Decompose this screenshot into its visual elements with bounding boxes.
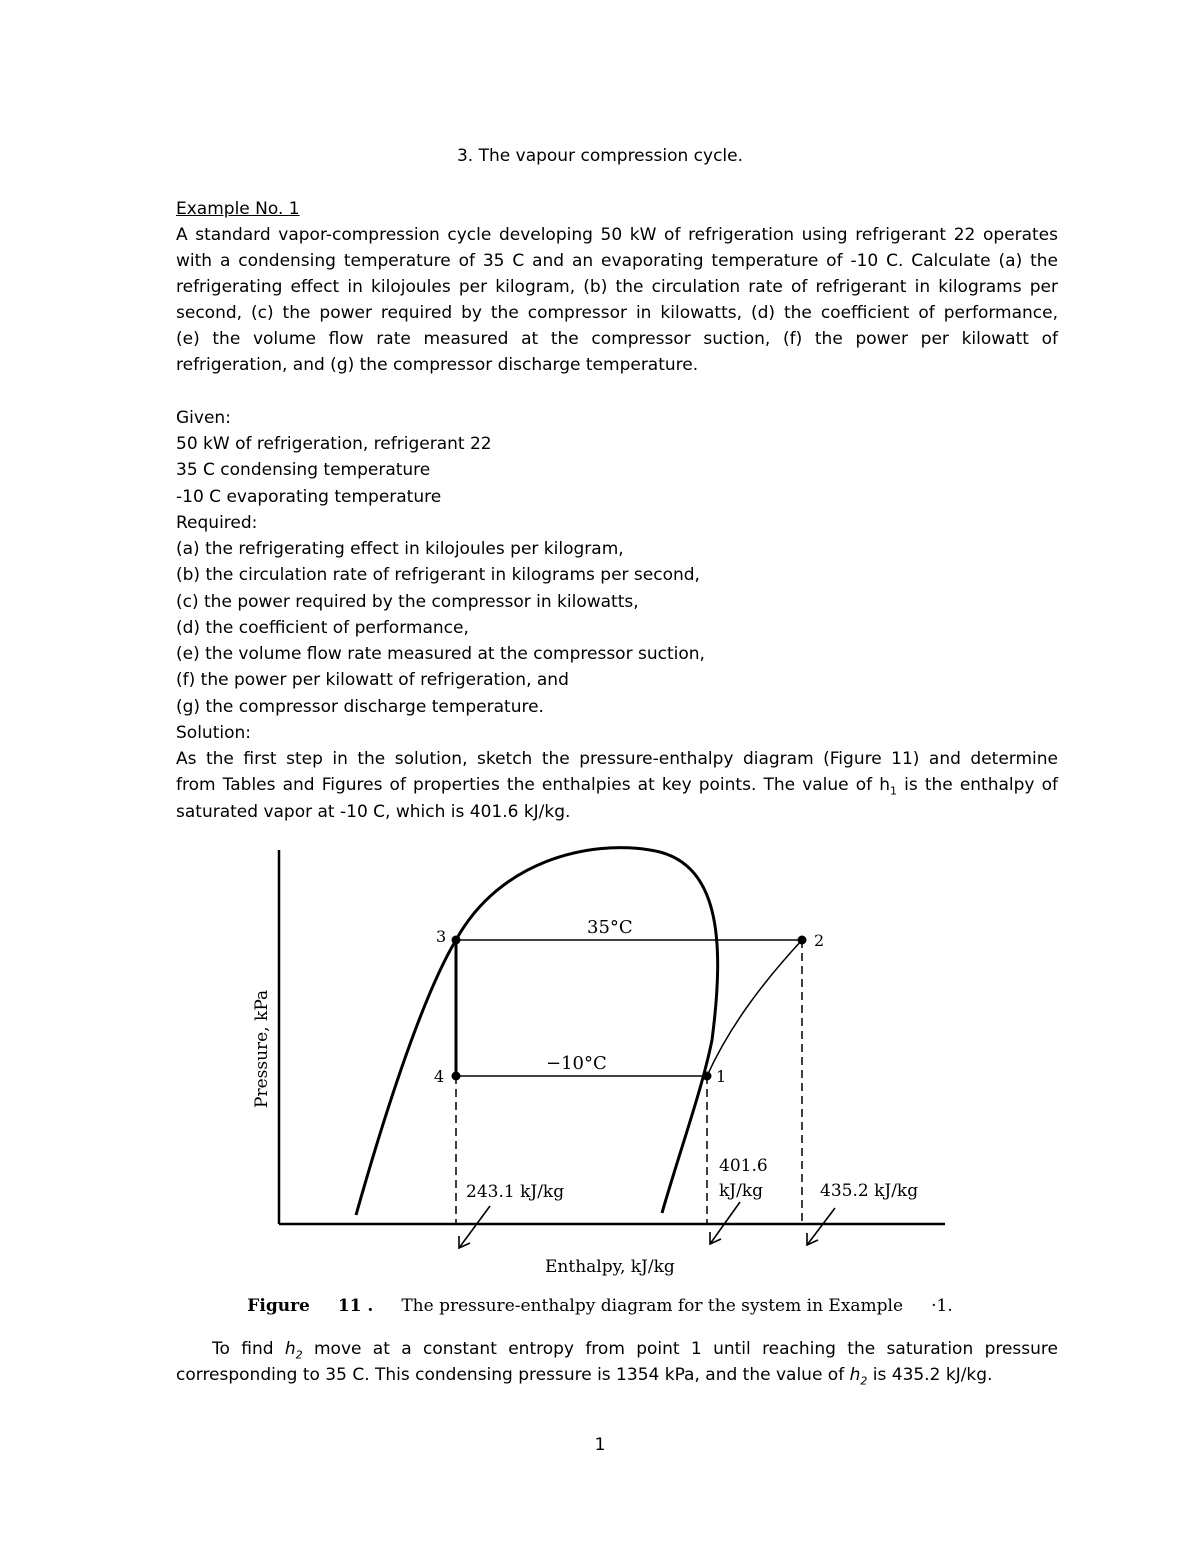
pressure-enthalpy-diagram xyxy=(230,830,950,1285)
paragraph-text: corresponding to 35 C. This condensing pressure is 1354 kPa, and the value of xyxy=(176,1365,850,1385)
h2-value-label: 435.2 kJ/kg xyxy=(820,1181,919,1201)
given-label: Given: xyxy=(176,408,231,428)
solution-label: Solution: xyxy=(176,723,251,743)
point-1-label: 1 xyxy=(716,1067,727,1086)
h4-arrow xyxy=(459,1206,490,1248)
subscript: 1 xyxy=(890,784,898,798)
example-heading: Example No. 1 xyxy=(176,199,300,219)
problem-line: refrigerating effect in kilojoules per kilogram, (b) the circulation rate of refrigerant in kilograms per xyxy=(176,277,1058,297)
variable: h xyxy=(849,1365,861,1385)
section-title: 3. The vapour compression cycle. xyxy=(456,146,743,166)
h1-value-label: 401.6 xyxy=(719,1156,768,1176)
subscript: 2 xyxy=(860,1374,868,1388)
problem-line: A standard vapor-compression cycle developing 50 kW of refrigeration using refrigerant 22 operates xyxy=(176,225,1058,245)
given-item: 35 C condensing temperature xyxy=(176,460,431,480)
x-axis-label: Enthalpy, kJ/kg xyxy=(545,1257,675,1277)
variable: h xyxy=(284,1339,296,1359)
solution-text: from Tables and Figures of properties the enthalpies at key points. The value of h xyxy=(176,775,891,795)
h1-unit-label: kJ/kg xyxy=(719,1181,764,1201)
problem-line: refrigeration, and (g) the compressor discharge temperature. xyxy=(176,355,699,375)
caption-prefix: Figure xyxy=(247,1296,310,1316)
point-3-label: 3 xyxy=(436,927,447,946)
page-number: 1 xyxy=(594,1435,606,1455)
problem-line: (e) the volume flow rate measured at the compressor suction, (f) the power per kilowatt of xyxy=(176,329,1058,349)
point-1-marker xyxy=(703,1072,712,1081)
point-2-label: 2 xyxy=(814,931,825,950)
compression-line xyxy=(707,940,802,1076)
problem-line: with a condensing temperature of 35 C and an evaporating temperature of -10 C. Calculate (a) the xyxy=(176,251,1058,271)
point-3-marker xyxy=(452,936,461,945)
h4-value-label: 243.1 kJ/kg xyxy=(466,1182,565,1202)
given-item: 50 kW of refrigeration, refrigerant 22 xyxy=(176,434,492,454)
required-item: (g) the compressor discharge temperature. xyxy=(176,697,544,717)
point-4-marker xyxy=(452,1072,461,1081)
paragraph-text: move at a constant entropy from point 1 until reaching the saturation pressure xyxy=(302,1339,1058,1359)
figure-caption xyxy=(0,1296,1200,1316)
required-item: (f) the power per kilowatt of refrigeration, and xyxy=(176,670,569,690)
caption-suffix: ·1. xyxy=(931,1296,953,1316)
condensing-temp-label: 35°C xyxy=(587,917,633,938)
paragraph-text: To find xyxy=(212,1339,285,1359)
point-4-label: 4 xyxy=(434,1067,445,1086)
required-label: Required: xyxy=(176,513,258,533)
required-item: (c) the power required by the compressor in kilowatts, xyxy=(176,592,639,612)
given-item: -10 C evaporating temperature xyxy=(176,487,442,507)
evaporating-temp-label: −10°C xyxy=(546,1053,607,1074)
h2-arrow xyxy=(807,1208,835,1245)
solution-line: As the first step in the solution, sketch the pressure-enthalpy diagram (Figure 11) and determine xyxy=(176,749,1058,769)
problem-line: second, (c) the power required by the compressor in kilowatts, (d) the coefficient of performance, xyxy=(176,303,1058,323)
solution-text: is the enthalpy of xyxy=(897,775,1058,795)
required-item: (d) the coefficient of performance, xyxy=(176,618,469,638)
point-2-marker xyxy=(798,936,807,945)
solution-line: saturated vapor at -10 C, which is 401.6 kJ/kg. xyxy=(176,802,571,822)
paragraph-text: is 435.2 kJ/kg. xyxy=(867,1365,993,1385)
required-item: (a) the refrigerating effect in kilojoules per kilogram, xyxy=(176,539,624,559)
y-axis-label: Pressure, kPa xyxy=(252,989,272,1108)
paragraph-line xyxy=(176,1362,992,1394)
subscript: 2 xyxy=(295,1348,303,1362)
caption-number: 11 . xyxy=(337,1296,374,1316)
saturation-dome xyxy=(356,848,718,1215)
required-item: (b) the circulation rate of refrigerant in kilograms per second, xyxy=(176,565,700,585)
caption-text: The pressure-enthalpy diagram for the system in Example xyxy=(401,1296,904,1316)
required-item: (e) the volume flow rate measured at the compressor suction, xyxy=(176,644,705,664)
